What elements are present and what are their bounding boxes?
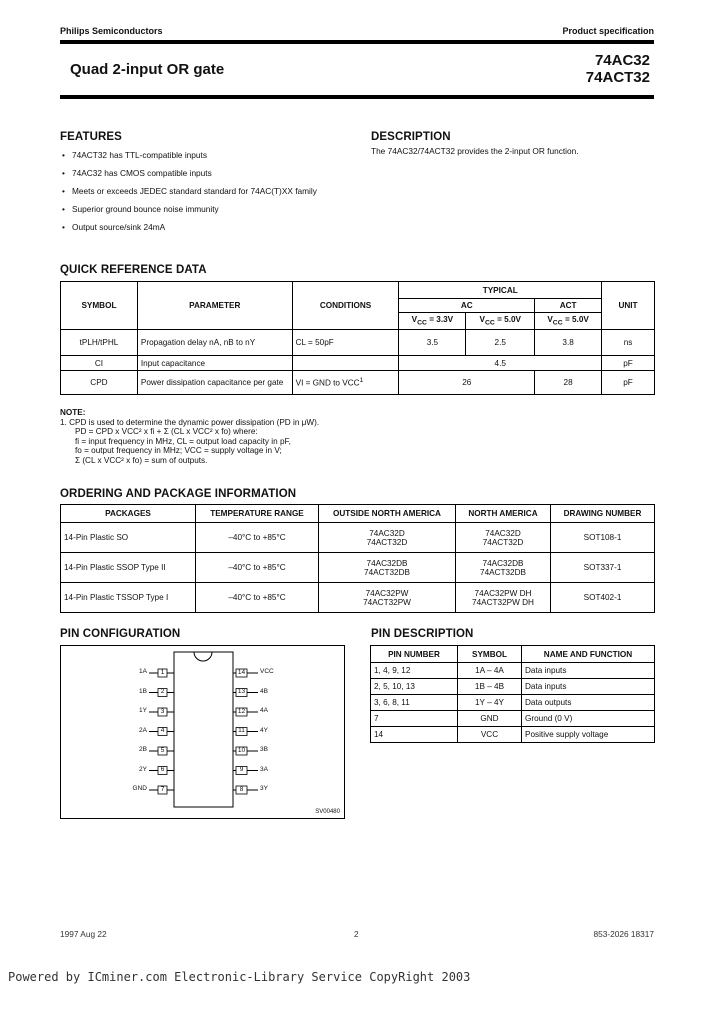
qrd-header-parameter: PARAMETER (137, 282, 292, 330)
pinconfig-heading: PIN CONFIGURATION (60, 628, 181, 640)
list-item: • 74AC32 has CMOS compatible inputs (62, 168, 332, 178)
pin-number-label: 1 (160, 668, 165, 676)
pin-name-label: 3Y (260, 785, 268, 792)
description-heading: DESCRIPTION (371, 131, 451, 143)
description-text: The 74AC32/74ACT32 provides the 2-input OR function. (371, 146, 579, 156)
ordering-header-temperature: TEMPERATURE RANGE (196, 505, 319, 523)
pin-name-label: 2Y (139, 765, 147, 773)
qrd-unit: pF (602, 356, 655, 371)
list-item: • Output source/sink 24mA (62, 222, 332, 232)
quick-reference-table (60, 281, 655, 395)
pin-number-label: 11 (238, 727, 245, 734)
qrd-header-act: ACT (535, 299, 602, 313)
qrd-value: 2.5 (466, 330, 535, 356)
pindesc-number: 14 (371, 727, 458, 743)
pin-configuration-diagram (60, 645, 345, 819)
note-block (60, 408, 319, 466)
note-line: fo = output frequency in MHz; VCC = supply voltage in V; (75, 446, 282, 456)
document-type: Product specification (562, 26, 654, 36)
table-row (61, 371, 655, 395)
diagram-code: SV00480 (315, 809, 340, 815)
ordering-na: 74AC32DB 74ACT32DB (456, 553, 551, 583)
pindesc-function: Data outputs (522, 695, 655, 711)
pin-name-label: 3B (260, 746, 268, 753)
table-row (61, 583, 655, 613)
header-rule (60, 40, 654, 44)
ordering-package: 14-Pin Plastic TSSOP Type I (61, 583, 196, 613)
table-row (371, 711, 655, 727)
pin-number-label: 8 (239, 785, 244, 793)
table-row (61, 330, 655, 356)
ordering-header-na: NORTH AMERICA (456, 505, 551, 523)
watermark-text: Powered by ICminer.com Electronic-Library Service CopyRight 2003 (8, 970, 471, 984)
pindesc-number: 2, 5, 10, 13 (371, 679, 458, 695)
qrd-header-ac: AC (399, 299, 535, 313)
qrd-header-vcc-2: $V_{CC} = 5.0V$ (466, 313, 535, 330)
qrd-symbol: CPD (61, 371, 138, 395)
pin-name-label: 3A (260, 765, 268, 773)
pindesc-function: Positive supply voltage (522, 727, 655, 743)
pin-name-label: GND (132, 785, 147, 792)
part-number-1: 74AC32 (594, 52, 650, 69)
ordering-table (60, 504, 655, 613)
features-heading: FEATURES (60, 131, 122, 143)
note-title: NOTE: (60, 408, 86, 417)
table-row (61, 523, 655, 553)
qrd-parameter: Power dissipation capacitance per gate (137, 371, 292, 395)
ordering-heading: ORDERING AND PACKAGE INFORMATION (60, 488, 297, 500)
qrd-header-vcc-3: $V_{CC} = 5.0V$ (535, 313, 602, 330)
note-line: fi = input frequency in MHz, CL = output load capacity in pF, (75, 436, 291, 446)
ordering-drawing: SOT108-1 (551, 523, 655, 553)
pin-name-label: 1Y (139, 707, 147, 714)
ic-package-drawing (61, 646, 344, 818)
table-row (61, 553, 655, 583)
qrd-header-vcc-1: $V_{CC} = 3.3V$ (399, 313, 466, 330)
ordering-outside-na: 74AC32D 74ACT32D (319, 523, 456, 553)
pindesc-header-function: NAME AND FUNCTION (522, 646, 655, 663)
ordering-package: 14-Pin Plastic SO (61, 523, 196, 553)
pin-number-label: 4 (160, 727, 165, 734)
pin-name-label: 4Y (260, 726, 268, 734)
pindesc-function: Data inputs (522, 663, 655, 679)
qrd-unit: pF (602, 371, 655, 395)
pin-name-label: 2A (139, 726, 147, 734)
pindesc-number: 7 (371, 711, 458, 727)
qrd-conditions: VI = GND to VCC$^1$ (292, 371, 399, 395)
qrd-symbol: tPLH/tPHL (61, 330, 138, 356)
qrd-header-symbol: SYMBOL (61, 282, 138, 330)
ordering-drawing: SOT402-1 (551, 583, 655, 613)
table-row (371, 727, 655, 743)
pin-number-label: 2 (160, 688, 165, 695)
ordering-header-outside-na: OUTSIDE NORTH AMERICA (319, 505, 456, 523)
ordering-temp: –40°C to +85°C (196, 583, 319, 613)
pindesc-symbol: 1B – 4B (458, 679, 522, 695)
ordering-na: 74AC32PW DH 74ACT32PW DH (456, 583, 551, 613)
pin-number-label: 6 (160, 766, 165, 773)
qrd-parameter: Input capacitance (137, 356, 292, 371)
pin-name-label: VCC (260, 668, 274, 675)
part-numbers (586, 52, 650, 86)
pindesc-symbol: GND (458, 711, 522, 727)
qrd-value: 4.5 (399, 356, 602, 371)
note-line: 1. CPD is used to determine the dynamic power dissipation (PD in μW). (60, 417, 320, 427)
pindesc-function: Data inputs (522, 679, 655, 695)
pindesc-heading: PIN DESCRIPTION (371, 628, 474, 640)
pindesc-header-number: PIN NUMBER (371, 646, 458, 663)
list-item: • Meets or exceeds JEDEC standard standard for 74AC(T)XX family (62, 186, 327, 196)
ordering-drawing: SOT337-1 (551, 553, 655, 583)
part-number-2: 74ACT32 (585, 69, 650, 86)
ordering-temp: –40°C to +85°C (196, 523, 319, 553)
pindesc-symbol: 1A – 4A (458, 663, 522, 679)
page-title: Quad 2-input OR gate (70, 61, 225, 78)
pin-number-label: 14 (237, 668, 246, 676)
qrd-value: 3.8 (535, 330, 602, 356)
table-row (61, 356, 655, 371)
ordering-header-drawing: DRAWING NUMBER (551, 505, 655, 523)
qrd-parameter: Propagation delay nA, nB to nY (137, 330, 292, 356)
pindesc-function: Ground (0 V) (522, 711, 655, 727)
pindesc-symbol: VCC (458, 727, 522, 743)
qrd-value: 3.5 (399, 330, 466, 356)
qrd-value: 28 (535, 371, 602, 395)
qrd-symbol: CI (61, 356, 138, 371)
qrd-header-conditions: CONDITIONS (292, 282, 399, 330)
list-item: • Superior ground bounce noise immunity (62, 204, 332, 214)
pin-description-table (370, 645, 655, 743)
footer-date: 1997 Aug 22 (60, 929, 107, 939)
qrd-value: 26 (399, 371, 535, 395)
ic-body (174, 652, 233, 807)
company-name: Philips Semiconductors (60, 26, 163, 36)
note-line: PD = CPD x VCC² x fi + Σ (CL x VCC² x fo) where: (75, 427, 258, 437)
pin-name-label: 1B (139, 687, 147, 695)
pin-name-label: 4B (260, 687, 268, 695)
pindesc-number: 3, 6, 8, 11 (371, 695, 458, 711)
footer-doc-code: 853-2026 18317 (593, 929, 654, 939)
ordering-temp: –40°C to +85°C (196, 553, 319, 583)
pin-number-label: 10 (237, 746, 246, 754)
pin-name-label: 1A (139, 668, 147, 675)
pindesc-symbol: 1Y – 4Y (458, 695, 522, 711)
title-rule (60, 95, 654, 99)
pin-number-label: 7 (160, 785, 165, 793)
note-line: Σ (CL x VCC² x fo) = sum of outputs. (75, 455, 208, 465)
qrd-conditions: CL = 50pF (292, 330, 399, 356)
qrd-header-unit: UNIT (602, 282, 655, 330)
ordering-header-packages: PACKAGES (61, 505, 196, 523)
footer-page-number: 2 (354, 929, 359, 939)
pindesc-header-symbol: SYMBOL (458, 646, 522, 663)
qrd-conditions (292, 356, 399, 371)
ordering-outside-na: 74AC32PW 74ACT32PW (319, 583, 456, 613)
table-row (371, 663, 655, 679)
pin-number-label: 9 (239, 766, 244, 773)
list-item: • 74ACT32 has TTL-compatible inputs (62, 150, 332, 160)
pin-number-label: 12 (237, 707, 246, 715)
table-row (371, 679, 655, 695)
ordering-outside-na: 74AC32DB 74ACT32DB (319, 553, 456, 583)
table-row (371, 695, 655, 711)
pin-name-label: 2B (139, 746, 147, 753)
qrd-heading: QUICK REFERENCE DATA (60, 264, 207, 276)
pin-number-label: 13 (237, 688, 246, 695)
pin-name-label: 4A (260, 707, 268, 714)
qrd-header-typical: TYPICAL (399, 282, 602, 299)
qrd-unit: ns (602, 330, 655, 356)
ordering-package: 14-Pin Plastic SSOP Type II (61, 553, 196, 583)
pin-number-label: 3 (160, 707, 165, 715)
ordering-na: 74AC32D 74ACT32D (456, 523, 551, 553)
pin-number-label: 5 (160, 746, 165, 754)
features-list (62, 150, 332, 240)
pindesc-number: 1, 4, 9, 12 (371, 663, 458, 679)
